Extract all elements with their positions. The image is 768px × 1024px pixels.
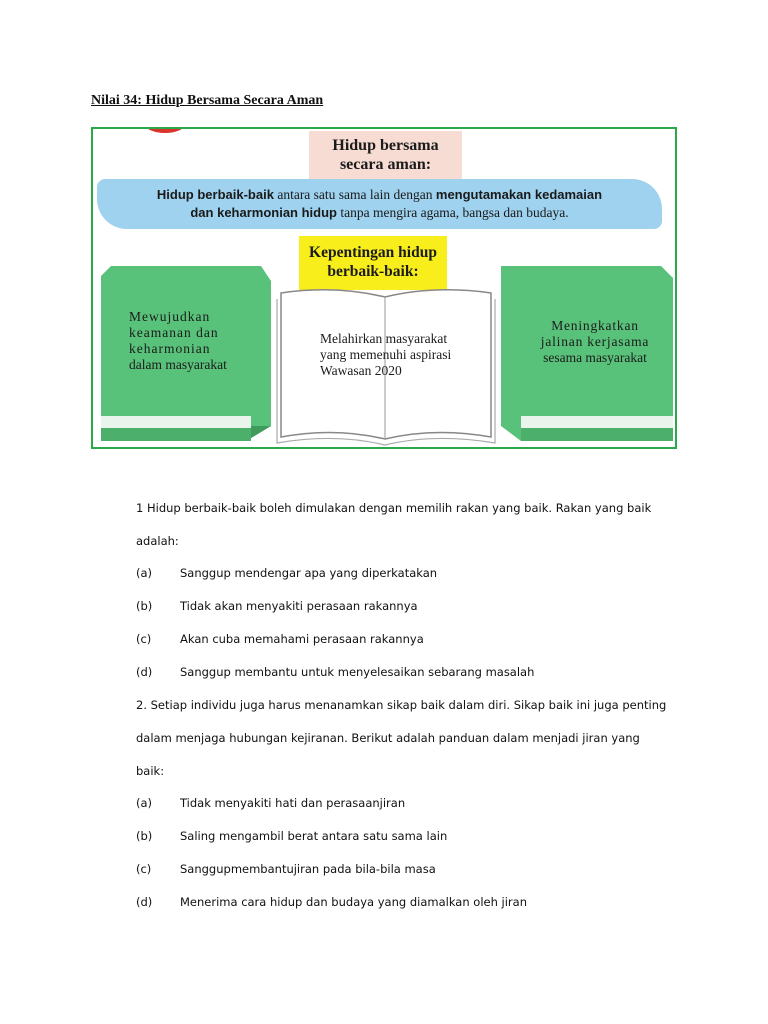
figure-heading-line2: secara aman: (339, 156, 432, 173)
list-label: (d) (136, 665, 153, 679)
list-item: Sanggup mendengar apa yang diperkatakan (180, 566, 438, 580)
list-label: (c) (136, 862, 152, 876)
page-title: Nilai 34: Hidup Bersama Secara Aman (91, 93, 324, 108)
list-label: (a) (136, 566, 153, 580)
section2-intro-line3: baik: (136, 764, 165, 778)
left-book-line: keharmonian (129, 341, 211, 356)
section1-intro-line1: 1 Hidup berbaik-baik boleh dimulakan dengan memilih rakan yang baik. Rakan yang baik (136, 501, 652, 515)
center-book-line: Wawasan 2020 (320, 363, 402, 378)
definition-text-1: antara satu sama lain dengan (273, 187, 436, 202)
figure-heading-line1: Hidup bersama (332, 137, 439, 154)
list-label: (b) (136, 829, 153, 843)
list-item: Sanggup membantu untuk menyelesaikan sebarang masalah (180, 665, 535, 679)
section2-intro-line1: 2. Setiap individu juga harus menanamkan sikap baik dalam diri. Sikap baik ini juga penting (136, 698, 667, 712)
left-book-line: dalam masyarakat (129, 357, 227, 372)
definition-text-2: tanpa mengira agama, bangsa dan budaya. (336, 205, 569, 220)
left-book-line: keamanan dan (129, 325, 219, 340)
importance-heading-line2: berbaik-baik: (327, 263, 419, 280)
center-book-line: yang memenuhi aspirasi (320, 347, 452, 362)
list-item: Menerima cara hidup dan budaya yang diamalkan oleh jiran (180, 895, 527, 909)
definition-bold-1: Hidup berbaik-baik (156, 187, 274, 202)
definition-bold-3: dan keharmonian hidup (190, 205, 337, 220)
list-label: (d) (136, 895, 153, 909)
center-book-line: Melahirkan masyarakat (320, 331, 448, 346)
list-label: (a) (136, 796, 153, 810)
definition-bold-2: mengutamakan kedamaian (435, 187, 603, 202)
importance-heading-line1: Kepentingan hidup (309, 244, 437, 261)
list-item: Tidak menyakiti hati dan perasaanjiran (180, 796, 406, 810)
list-label: (b) (136, 599, 153, 613)
right-book-line: jalinan kerjasama (540, 334, 650, 349)
list-item: Akan cuba memahami perasaan rakannya (180, 632, 424, 646)
list-label: (c) (136, 632, 152, 646)
list-item: Tidak akan menyakiti perasaan rakannya (180, 599, 418, 613)
list-item: Sanggupmembantujiran pada bila-bila masa (180, 862, 436, 876)
right-book-line: sesama masyarakat (543, 350, 647, 365)
list-item: Saling mengambil berat antara satu sama lain (180, 829, 448, 843)
section2-intro-line2: dalam menjaga hubungan kejiranan. Berikut adalah panduan dalam menjadi jiran yang (136, 731, 640, 745)
section1-intro-line2: adalah: (136, 534, 179, 548)
left-book-line: Mewujudkan (129, 309, 211, 324)
right-book-line: Meningkatkan (551, 318, 639, 333)
